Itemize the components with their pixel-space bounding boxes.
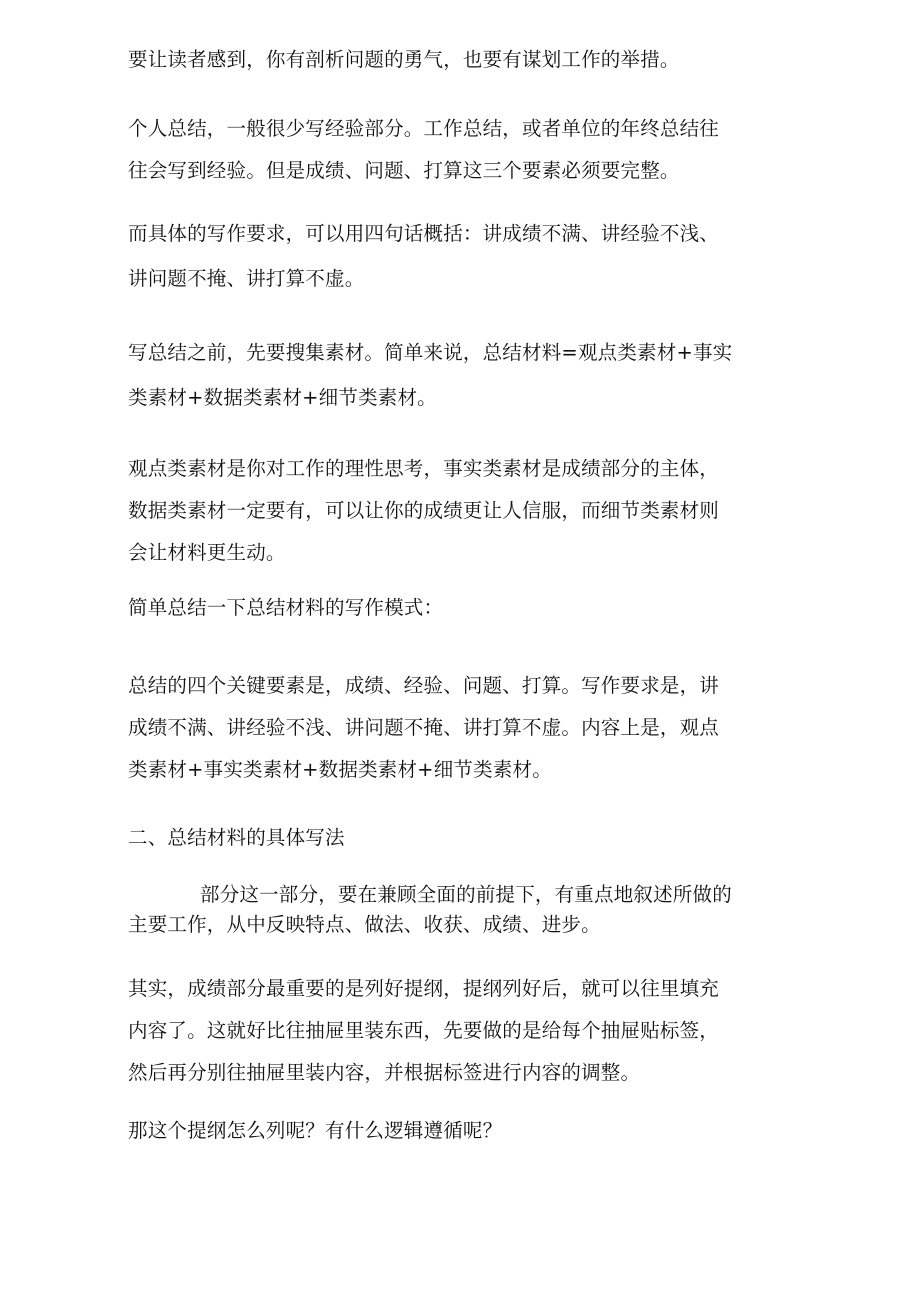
text-line: 观点类素材是你对工作的理性思考，事实类素材是成绩部分的主体，	[128, 457, 720, 480]
paragraph-1	[128, 41, 788, 79]
text-line: 个人总结，一般很少写经验部分。工作总结，或者单位的年终总结往	[128, 117, 720, 140]
paragraph-5	[128, 448, 788, 574]
paragraph-6	[128, 589, 788, 627]
paragraph-2	[128, 108, 788, 192]
paragraph-7	[128, 665, 788, 791]
text-line: 总结的四个关键要素是，成绩、经验、问题、打算。写作要求是，讲	[128, 674, 720, 697]
heading-text: 二、总结材料的具体写法	[128, 826, 345, 849]
paragraph-11	[128, 1112, 788, 1150]
text-line: 内容了。这就好比往抽屉里装东西，先要做的是给每个抽屉贴标签，	[128, 1019, 720, 1042]
text-line: 然后再分别往抽屉里装内容，并根据标签进行内容的调整。	[128, 1061, 641, 1084]
text-line: 部分这一部分，要在兼顾全面的前提下，有重点地叙述所做的	[200, 883, 732, 906]
text-line: 类素材+事实类素材+数据类素材+细节类素材。	[128, 758, 552, 781]
paragraph-3	[128, 211, 788, 301]
text-line: 往会写到经验。但是成绩、问题、打算这三个要素必须要完整。	[128, 159, 680, 182]
paragraph-9	[128, 880, 788, 940]
text-line: 数据类素材一定要有，可以让你的成绩更让人信服，而细节类素材则	[128, 499, 720, 522]
text-line: 简单总结一下总结材料的写作模式：	[128, 596, 444, 619]
text-line: 会让材料更生动。	[128, 541, 286, 564]
paragraph-4	[128, 330, 788, 420]
text-line: 主要工作，从中反映特点、做法、收获、成绩、进步。	[128, 913, 601, 936]
text-line: 写总结之前，先要搜集素材。简单来说，总结材料=观点类素材+事实	[128, 341, 733, 364]
text-line: 要让读者感到，你有剖析问题的勇气，也要有谋划工作的举措。	[128, 48, 680, 71]
section-heading	[128, 819, 788, 857]
text-line: 那这个提纲怎么列呢？有什么逻辑遵循呢？	[128, 1119, 503, 1142]
paragraph-10	[128, 968, 788, 1094]
text-line: 而具体的写作要求，可以用四句话概括：讲成绩不满、讲经验不浅、	[128, 222, 720, 245]
text-line: 类素材+数据类素材+细节类素材。	[128, 386, 437, 409]
text-line: 其实，成绩部分最重要的是列好提纲，提纲列好后，就可以往里填充	[128, 977, 720, 1000]
text-line: 讲问题不掩、讲打算不虚。	[128, 267, 365, 290]
text-line: 成绩不满、讲经验不浅、讲问题不掩、讲打算不虚。内容上是，观点	[128, 716, 720, 739]
